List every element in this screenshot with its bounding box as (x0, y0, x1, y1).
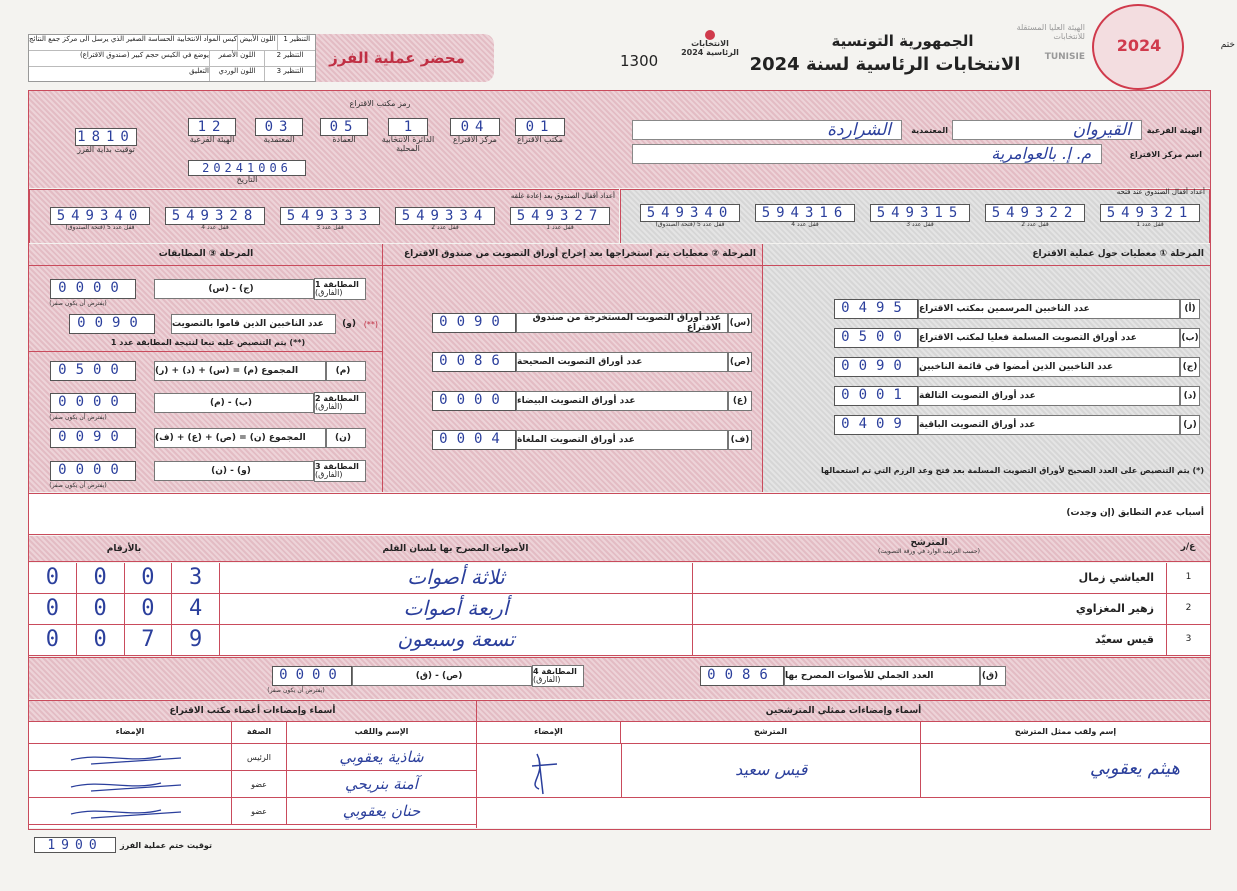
result-row: 2 زهير المغزاوي أربعة أصوات 0 0 0 4 (29, 594, 1210, 625)
stage2-rows (430, 312, 752, 468)
stamp-year: 2024 (1116, 36, 1162, 55)
member-rows (29, 744, 476, 825)
stage2-row: (س) عدد أوراق التصويت المستخرجة من صندوق الاقتراع 0090 (430, 312, 752, 334)
votes-in-digits: 0 0 0 3 (29, 563, 219, 593)
signature-icon (31, 744, 231, 770)
match2-row: المطابقة 2 (الفارق) (ب) - (م) 0000 (48, 392, 366, 414)
isie-logo-latin: TUNISIE (1044, 51, 1085, 62)
seal-3: 549333 قفل عدد 3 (280, 207, 380, 241)
seal-5: 549340 قفل عدد 5 (فتحة الصندوق) (640, 204, 740, 238)
members-table: الإسم واللقب الصفة الإمضاء شاذية يعقوبي الرئيس آمنة بنريحي عضو حنان يعقوبي عضو (29, 722, 476, 828)
member-signature (29, 744, 231, 770)
form-number: 1300 (620, 52, 659, 70)
reps-header (476, 700, 1210, 722)
location-row: الهيئة الفرعية القيروان المعتمدية الشراردة (632, 120, 1202, 140)
stage2-row: (ف) عدد أوراق التصويت الملغاة 0004 (430, 429, 752, 451)
match3-row: المطابقة 3 (الفارق) (و) - (ن) 0000 (48, 460, 366, 482)
stage1-title: المرحلة ① معطيات حول عملية الاقتراع (762, 244, 1210, 266)
rep-row: هيثم يعقوبي قيس سعيد (477, 744, 1210, 798)
results-table: ع/ر المترشح (حسب الترتيب الوارد في ورقة التصويت) الأصوات المصرح بها بلسان القلم بالأرقام 1 العياشي زمال ثلاثة أصوات 0 0 0 3 2 زهير المغزاوي أربعة أصوات 0 0 0 4 3 قيس سعيّد تسعة وسبعون 0 0 7 9 (29, 536, 1210, 656)
code-center: 04 مركز الاقتراع (450, 118, 500, 145)
seal-5: 549340 قفل عدد 5 (فتحة الصندوق) (50, 207, 150, 241)
seal-2: 549334 قفل عدد 2 (395, 207, 495, 241)
reps-title: أسماء وإمضاءات ممثلي المترشحين (765, 706, 922, 716)
member-row: شاذية يعقوبي الرئيس (29, 744, 476, 771)
election-logo-text: الانتخابات الرئاسية 2024 (681, 39, 739, 57)
stage3-title: المرحلة ③ المطابقات (29, 244, 383, 266)
votes-in-digits: 0 0 7 9 (29, 625, 219, 655)
stage3-note: (**) يتم التنصيص عليه تبعا لنتيجة المطابقة عدد 1 (110, 338, 306, 347)
regional-value: القيروان (952, 120, 1142, 140)
member-signature (29, 798, 231, 824)
republic-title: الجمهورية التونسية (831, 32, 974, 50)
reps-table: إسم ولقب ممثل المترشح المترشح الإمضاء هيثم يعقوبي قيس سعيد (476, 722, 1210, 828)
seals-before-title: أعداد أقفال الصندوق عند فتحه (1116, 188, 1205, 196)
sum-n-box: 0090 (50, 428, 136, 448)
member-row: حنان يعقوبي عضو (29, 798, 476, 825)
rep-signature (477, 744, 621, 797)
match2-box: 0000 (50, 393, 136, 413)
candidate-name: العياشي زمال (692, 563, 1166, 593)
election-logo (680, 30, 740, 86)
signature-icon (31, 798, 231, 824)
instruction-row: التنظير 1 اللون الأبيض كيس المواد الانتخابية الحساسة الصغير الذي يرسل الى مركز جمع النتائج (29, 35, 315, 51)
votes-in-words: أربعة أصوات (219, 594, 692, 624)
seal-1: 549321 قفل عدد 1 (1100, 204, 1200, 238)
stage1-row: (أ) عدد الناخبين المرسمين بمكتب الاقتراع 0495 (828, 298, 1200, 320)
seal-4: 594316 قفل عدد 4 (755, 204, 855, 238)
voters-box: 0090 (69, 314, 155, 334)
delegation-value: الشراردة (632, 120, 902, 140)
stage2-row: (ع) عدد أوراق التصويت البيضاء 0000 (430, 390, 752, 412)
instruction-row: التنظير 2 اللون الأصفر يوضع في الكيس حجم كبير (صندوق الاقتراع) (29, 51, 315, 67)
stage1-row: (ج) عدد الناخبين الذين أمضوا في قائمة الناخبين 0090 (828, 356, 1200, 378)
seal-4: 549328 قفل عدد 4 (165, 207, 265, 241)
seals-after-title: أعداد أقفال الصندوق بعد إعادة غلقه (510, 192, 615, 200)
sum-m-box: 0500 (50, 361, 136, 381)
result-row: 1 العياشي زمال ثلاثة أصوات 0 0 0 3 (29, 563, 1210, 594)
center-row: اسم مركز الاقتراع م. إ. بالعوامرية (632, 144, 1202, 164)
instructions-table (28, 34, 316, 82)
stage1-row: (د) عدد أوراق التصويت التالفة 0001 (828, 385, 1200, 407)
voters-row: (**) (و) عدد الناخبين الذين قاموا بالتصويت 0090 (48, 313, 378, 335)
members-header (29, 700, 476, 722)
stamp-label: ختم (1220, 40, 1235, 50)
candidate-name: قيس سعيّد (692, 625, 1166, 655)
stage1-note: (*) يتم التنصيص على العدد الصحيح لأوراق التصويت المسلمة بعد فتح وعد الرزم التي تم استعمالها (820, 466, 1204, 475)
sum-n-row: (ن) المجموع (ن) = (ص) + (ع) + (ف) 0090 (48, 427, 366, 449)
members-title: أسماء وإمضاءات أعضاء مكتب الاقتراع (169, 706, 336, 716)
seals-before-list (640, 204, 1200, 238)
member-row: آمنة بنريحي عضو (29, 771, 476, 798)
match1-box: 0000 (50, 279, 136, 299)
code-delegation: 03 المعتمدية (255, 118, 303, 145)
code-regional: 12 الهيئة الفرعية (189, 119, 235, 144)
stage1-row: (ب) عدد أوراق التصويت المسلمة فعليا لمكتب الاقتراع 0500 (828, 327, 1200, 349)
end-time: 1900 (34, 837, 116, 853)
codes-title: رمز مكتب الاقتراع (349, 99, 411, 108)
start-time (75, 128, 137, 155)
code-office: 01 مكتب الاقتراع (515, 118, 565, 145)
stage2-title: المرحلة ② معطيات يتم استخراجها بعد إخراج أوراق التصويت من صندوق الاقتراع (383, 244, 762, 266)
mismatch-label: أسباب عدم التطابق (إن وجدت) (1066, 508, 1204, 518)
start-time-box: 1810 (75, 128, 137, 146)
votes-in-words: تسعة وسبعون (219, 625, 692, 655)
votes-in-digits: 0 0 0 4 (29, 594, 219, 624)
match4-box: 0000 (272, 666, 352, 686)
center-value: م. إ. بالعوامرية (632, 144, 1102, 164)
stage1-rows (828, 298, 1200, 443)
votes-in-words: ثلاثة أصوات (219, 563, 692, 593)
signature-icon (31, 771, 231, 797)
sum-m-row: (م) المجموع (م) = (س) + (د) + (ر) 0500 (48, 360, 366, 382)
match4-row: المطابقة 4 (الفارق) (ص) - (ق) 0000 (266, 665, 584, 687)
results-rows (29, 563, 1210, 656)
match1-row: المطابقة 1 (الفارق) (ج) - (س) 0000 (48, 278, 366, 300)
stage2-row: (ص) عدد أوراق التصويت الصحيحة 0086 (430, 351, 752, 373)
total-votes-box: 0086 (700, 666, 784, 686)
election-title: الانتخابات الرئاسية لسنة 2024 (749, 54, 1021, 75)
mismatch-section (29, 493, 1210, 535)
result-row: 3 قيس سعيّد تسعة وسبعون 0 0 7 9 (29, 625, 1210, 656)
minutes-document: 2024 ختم الهيئة العليا المستقلة للانتخابات TUNISIE الجمهورية التونسية الانتخابات الرئاسية لسنة 2024 الانتخابات الرئاسية 2024 1300 محضر عملية الفرز التنظير 1 اللون الأبيض كيس المواد الانتخابية الحساسة الصغير الذي يرسل الى مركز جمع النتائج التنظير 2 اللون الأصفر يوضع في الكيس حجم كبير (صندوق الاقتراع) التنظير 3 اللون الوردي التعليق رمز مكتب الاقتراع 1810 توقيت بداية الفرز 12 الهيئة الفرعية 03 المعتمدية 05 العمادة 1 الدائرة الانتخابية المحلية 04 مركز الاقتراع 01 مكتب الاقتراع 20241006 التاريخ الهيئة الفرعية القيروان المعتمدية الشراردة اسم مركز الاقتراع م. إ. بالعوامرية أعداد أقفال الصندوق بعد إعادة غلقه أعداد أقفال الصندوق عند فتحه 549327 قفل عدد 1 549334 قفل عدد 2 549333 قفل عدد 3 549328 قفل عدد 4 549340 قفل عدد 5 (فتحة الصندوق) 549321 قفل عدد 1 549322 قفل عدد 2 549315 قفل عدد 3 594316 قفل عدد 4 549340 قفل عدد 5 (فتحة الصندوق) المرحلة ① معطيات حول عملية الاقتراع المرحلة ② معطيات يتم استخراجها بعد إخراج أوراق التصويت من صندوق الاقتراع المرحلة ③ المطابقات (أ) عدد الناخبين المرسمين بمكتب الاقتراع 0495 (ب) عدد أوراق التصويت المسلمة فعليا لمكتب الاقتراع 0500 (ج) عدد الناخبين الذين أمضوا في قائمة الناخبين 0090 (د) عدد أوراق التصويت التالفة 0001 (ر) عدد أوراق التصويت الباقية 0409 (*) يتم التنصيص على العدد الصحيح لأوراق التصويت المسلمة بعد فتح وعد الرزم التي تم استعمالها (س) عدد أوراق التصويت المستخرجة من صندوق الاقتراع 0090 (ص) عدد أوراق التصويت الصحيحة 0086 (ع) عدد أوراق التصويت البيضاء 0000 (ف) عدد أوراق التصويت الملغاة 0004 المطابقة 1 (الفارق) (ج) - (س) 0000 (يفترض أن يكون صفر) (**) (و) عدد الناخبين الذين قاموا بالتصويت 0090 (**) يتم التنصيص عليه تبعا لنتيجة المطابقة عدد 1 (م) المجموع (م) = (س) + (د) + (ر) 0500 المطابقة 2 (الفارق) (ب) - (م) 0000 (يفترض أن يكون صفر) (ن) المجموع (ن) = (ص) + (ع) + (ف) 0090 المطابقة 3 (الفارق) (و) - (ن) 0000 (يفترض أن يكون صفر) أسباب عدم التطابق (إن وجدت) ع/ر المترشح (حسب الترتيب الوارد في ورقة التصويت) الأصوات المصرح بها بلسان القلم بالأرقام 1 العياشي زمال ثلاثة أصوات 0 0 0 3 2 زهير المغزاوي أربعة أصوات 0 0 0 4 3 قيس سعيّد تسعة وسبعون 0 0 7 9 (ق) العدد الجملي للأصوات المصرح بها 0086 المطابقة 4 (الفارق) (ص) - (ق) 0000 (يفترض أن يكون صفر) أسماء وإمضاءات أعضاء مكتب الاقتراع أسماء وإمضاءات ممثلي المترشحين الإسم واللقب الصفة الإمضاء شاذية يعقوبي الرئيس آمنة بنريحي عضو حنان يعقوبي عضو إسم ولقب ممثل المترشح المترشح الإمضاء هيثم يعقوبي قيس سعيد 1900 توقيت ختم عملية الفرز (0, 0, 1237, 891)
seal-2: 549322 قفل عدد 2 (985, 204, 1085, 238)
instruction-row: التنظير 3 اللون الوردي التعليق (29, 67, 315, 81)
date-field: 20241006 التاريخ (188, 160, 306, 185)
match3-box: 0000 (50, 461, 136, 481)
seal-3: 549315 قفل عدد 3 (870, 204, 970, 238)
totals-section (29, 657, 1210, 699)
isie-logo-text: الهيئة العليا المستقلة للانتخابات (1016, 23, 1085, 41)
code-imada: 05 العمادة (320, 118, 368, 145)
seals-after-list (50, 207, 610, 241)
candidate-name: زهير المغزاوي (692, 594, 1166, 624)
code-local: 1 الدائرة الانتخابية المحلية (381, 119, 435, 153)
member-signature (29, 771, 231, 797)
official-stamp (1092, 4, 1184, 90)
minutes-title: محضر عملية الفرز (300, 34, 494, 82)
end-time-label: توقيت ختم عملية الفرز (120, 841, 212, 850)
start-time-label: توقيت بداية الفرز (77, 145, 135, 154)
seal-1: 549327 قفل عدد 1 (510, 207, 610, 241)
stage1-row: (ر) عدد أوراق التصويت الباقية 0409 (828, 414, 1200, 436)
total-votes-row: (ق) العدد الجملي للأصوات المصرح بها 0086 (696, 665, 1006, 687)
signature-icon (477, 744, 621, 798)
